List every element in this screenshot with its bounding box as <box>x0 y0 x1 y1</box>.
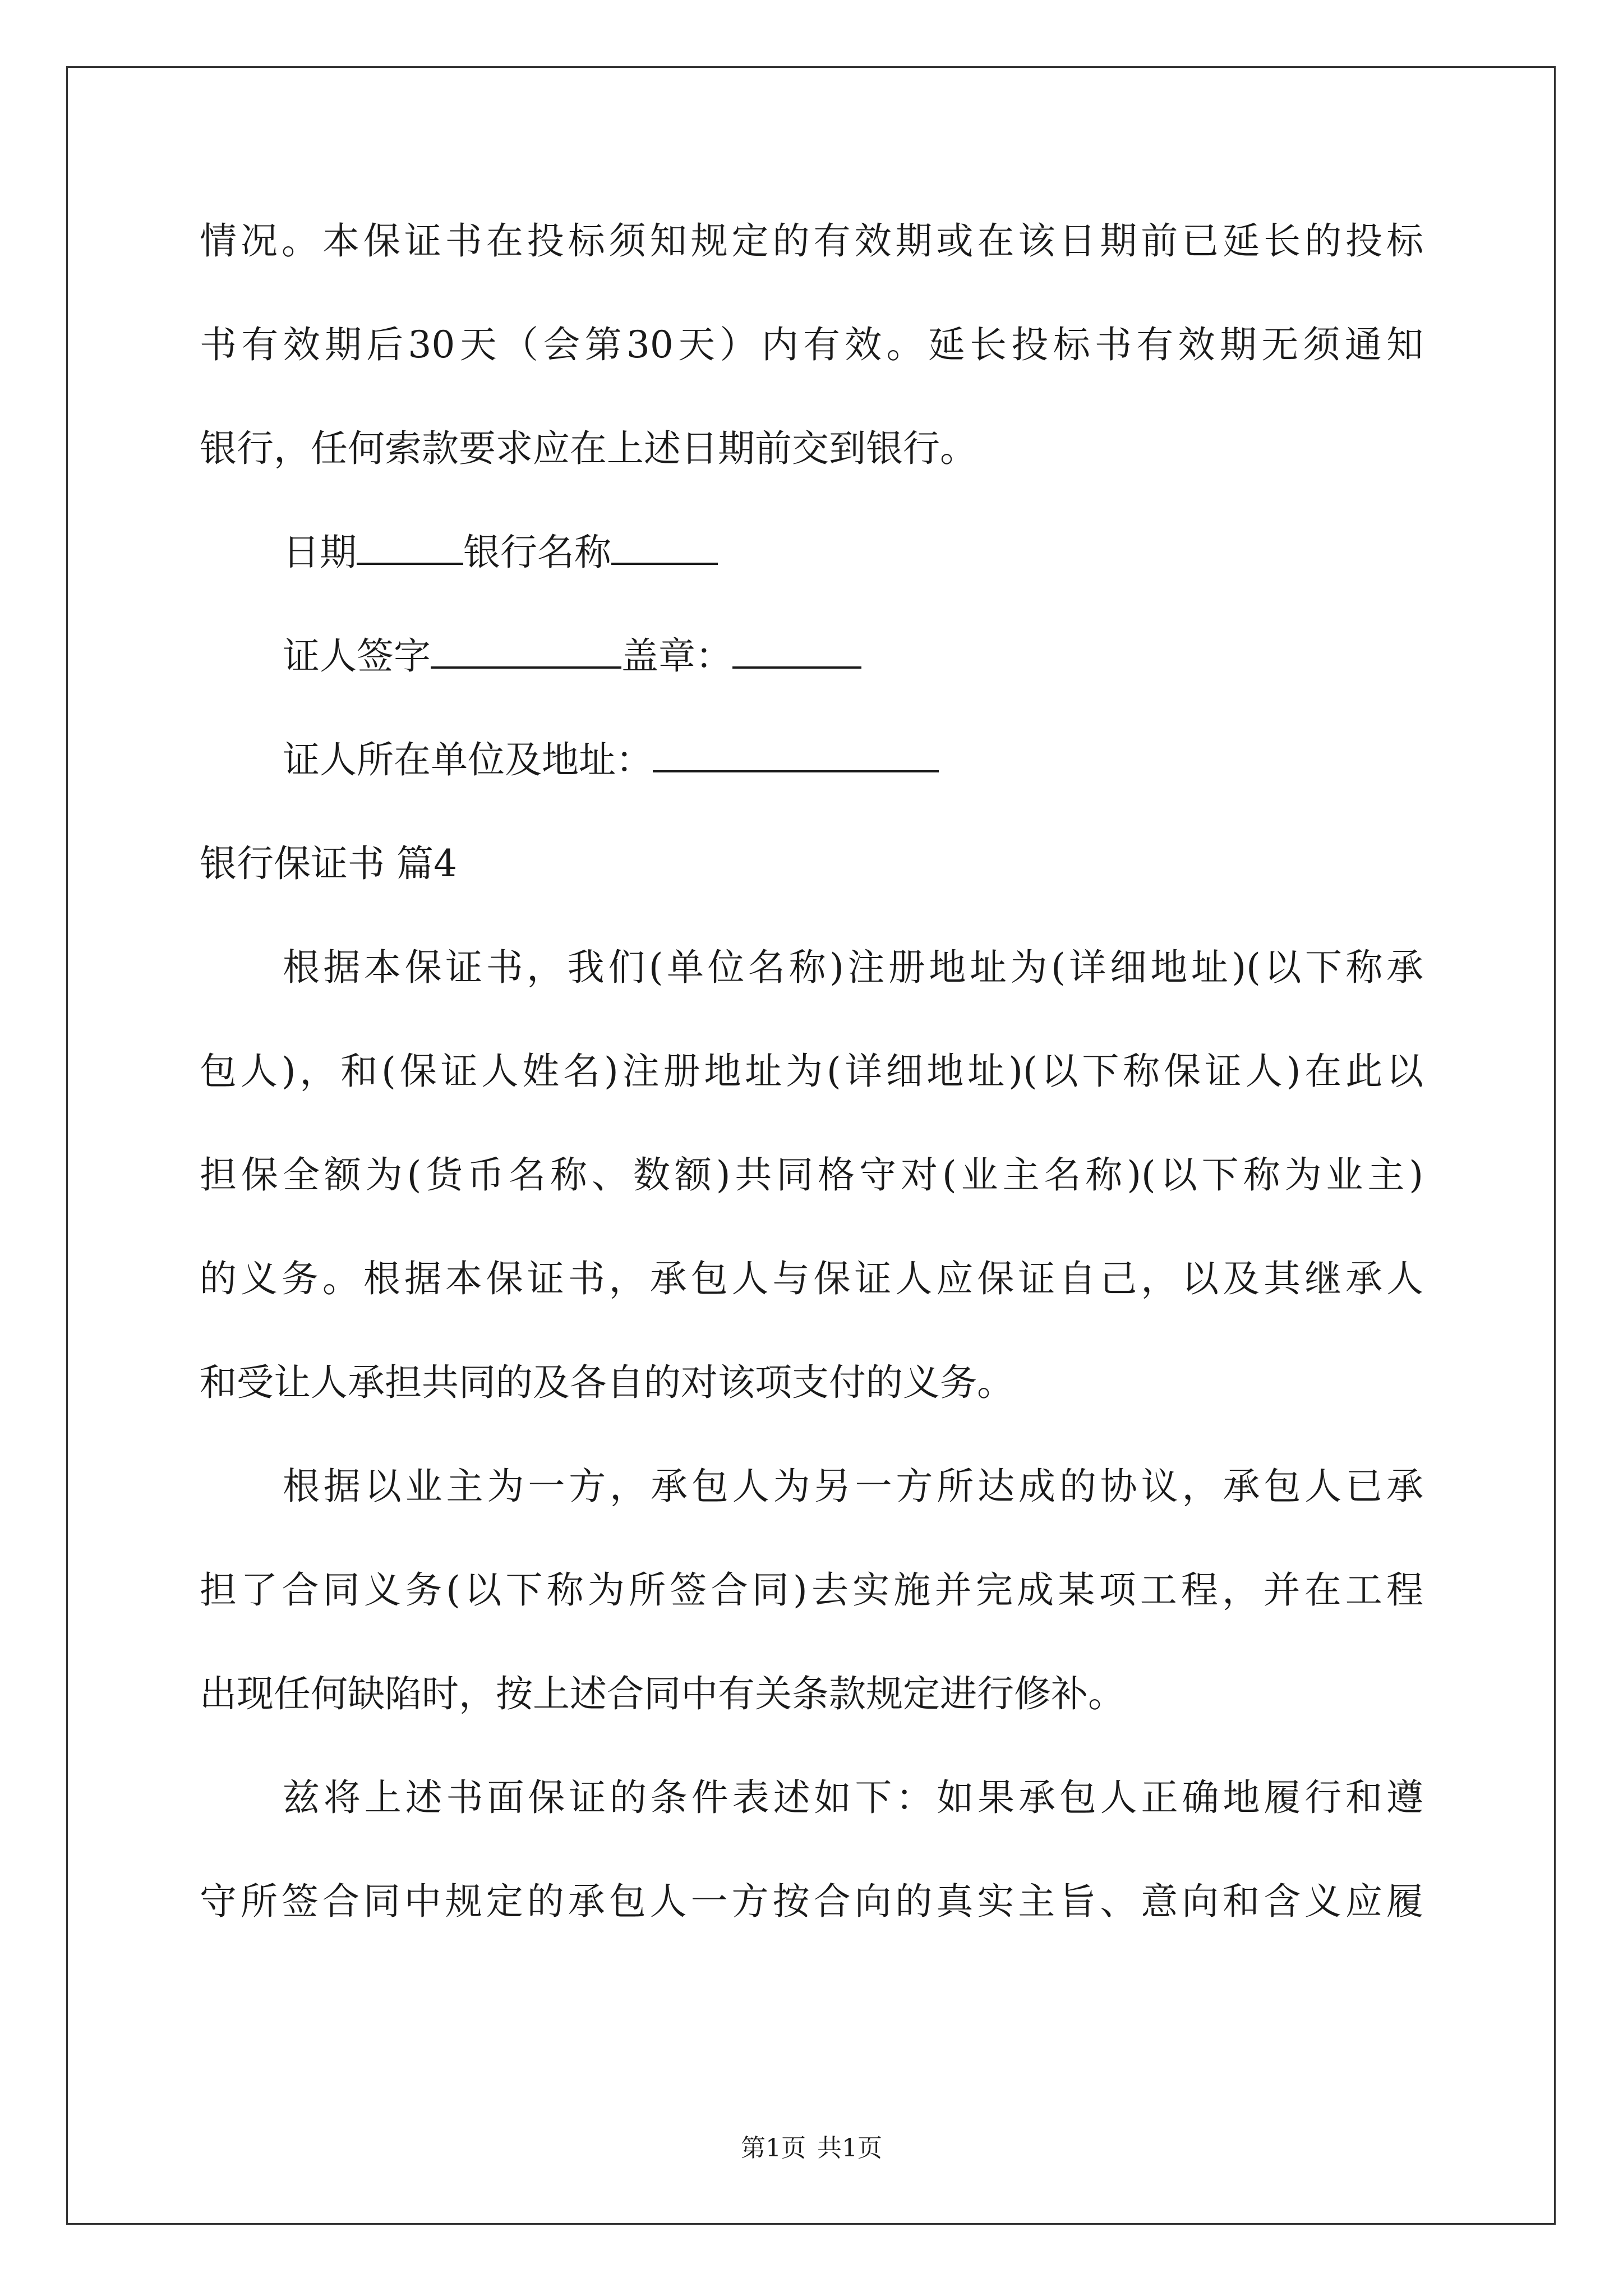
body-line: 担保全额为(货币名称、数额)共同格守对(业主名称)(以下称为业主) <box>200 1153 1423 1197</box>
body-line: 兹将上述书面保证的条件表述如下：如果承包人正确地履行和遵 <box>283 1776 1423 1819</box>
bank-name-label: 银行名称 <box>463 531 611 574</box>
seal-blank <box>732 633 861 669</box>
seal-label: 盖章： <box>621 634 732 678</box>
witness-unit-blank <box>653 737 939 772</box>
form-line-witness-unit <box>200 732 1423 788</box>
page-number-current: 第1页 <box>741 2134 806 2162</box>
body-line: 的义务。根据本保证书，承包人与保证人应保证自己，以及其继承人 <box>200 1257 1423 1300</box>
witness-sign-label: 证人签字 <box>283 634 431 678</box>
body-line: 守所签合同中规定的承包人一方按合向的真实主旨、意向和含义应履 <box>200 1880 1423 1923</box>
form-line-date-bank <box>200 524 1423 581</box>
body-line: 根据以业主为一方，承包人为另一方所达成的协议，承包人已承 <box>283 1465 1423 1508</box>
page-number-total: 共1页 <box>817 2134 882 2162</box>
bank-name-blank <box>611 529 718 565</box>
date-blank <box>357 529 463 565</box>
body-line: 和受让人承担共同的及各自的对该项支付的义务。 <box>200 1361 1014 1404</box>
body-line: 银行，任何索款要求应在上述日期前交到银行。 <box>200 427 977 470</box>
body-line: 书有效期后30天（会第30天）内有效。延长投标书有效期无须通知 <box>200 323 1423 366</box>
body-line: 担了合同义务(以下称为所签合同)去实施并完成某项工程，并在工程 <box>200 1568 1423 1612</box>
body-line: 包人)，和(保证人姓名)注册地址为(详细地址)(以下称保证人)在此以 <box>200 1050 1423 1093</box>
witness-sign-blank <box>431 633 621 669</box>
section-title: 银行保证书 篇4 <box>200 842 457 885</box>
form-line-witness-seal <box>200 628 1423 684</box>
body-line: 出现任何缺陷时，按上述合同中有关条款规定进行修补。 <box>200 1672 1125 1715</box>
witness-unit-label: 证人所在单位及地址： <box>283 738 653 781</box>
date-label: 日期 <box>283 531 357 574</box>
page-footer <box>0 2132 1623 2165</box>
body-line: 根据本保证书，我们(单位名称)注册地址为(详细地址)(以下称承 <box>283 946 1423 989</box>
body-line: 情况。本保证书在投标须知规定的有效期或在该日期前已延长的投标 <box>200 219 1423 263</box>
